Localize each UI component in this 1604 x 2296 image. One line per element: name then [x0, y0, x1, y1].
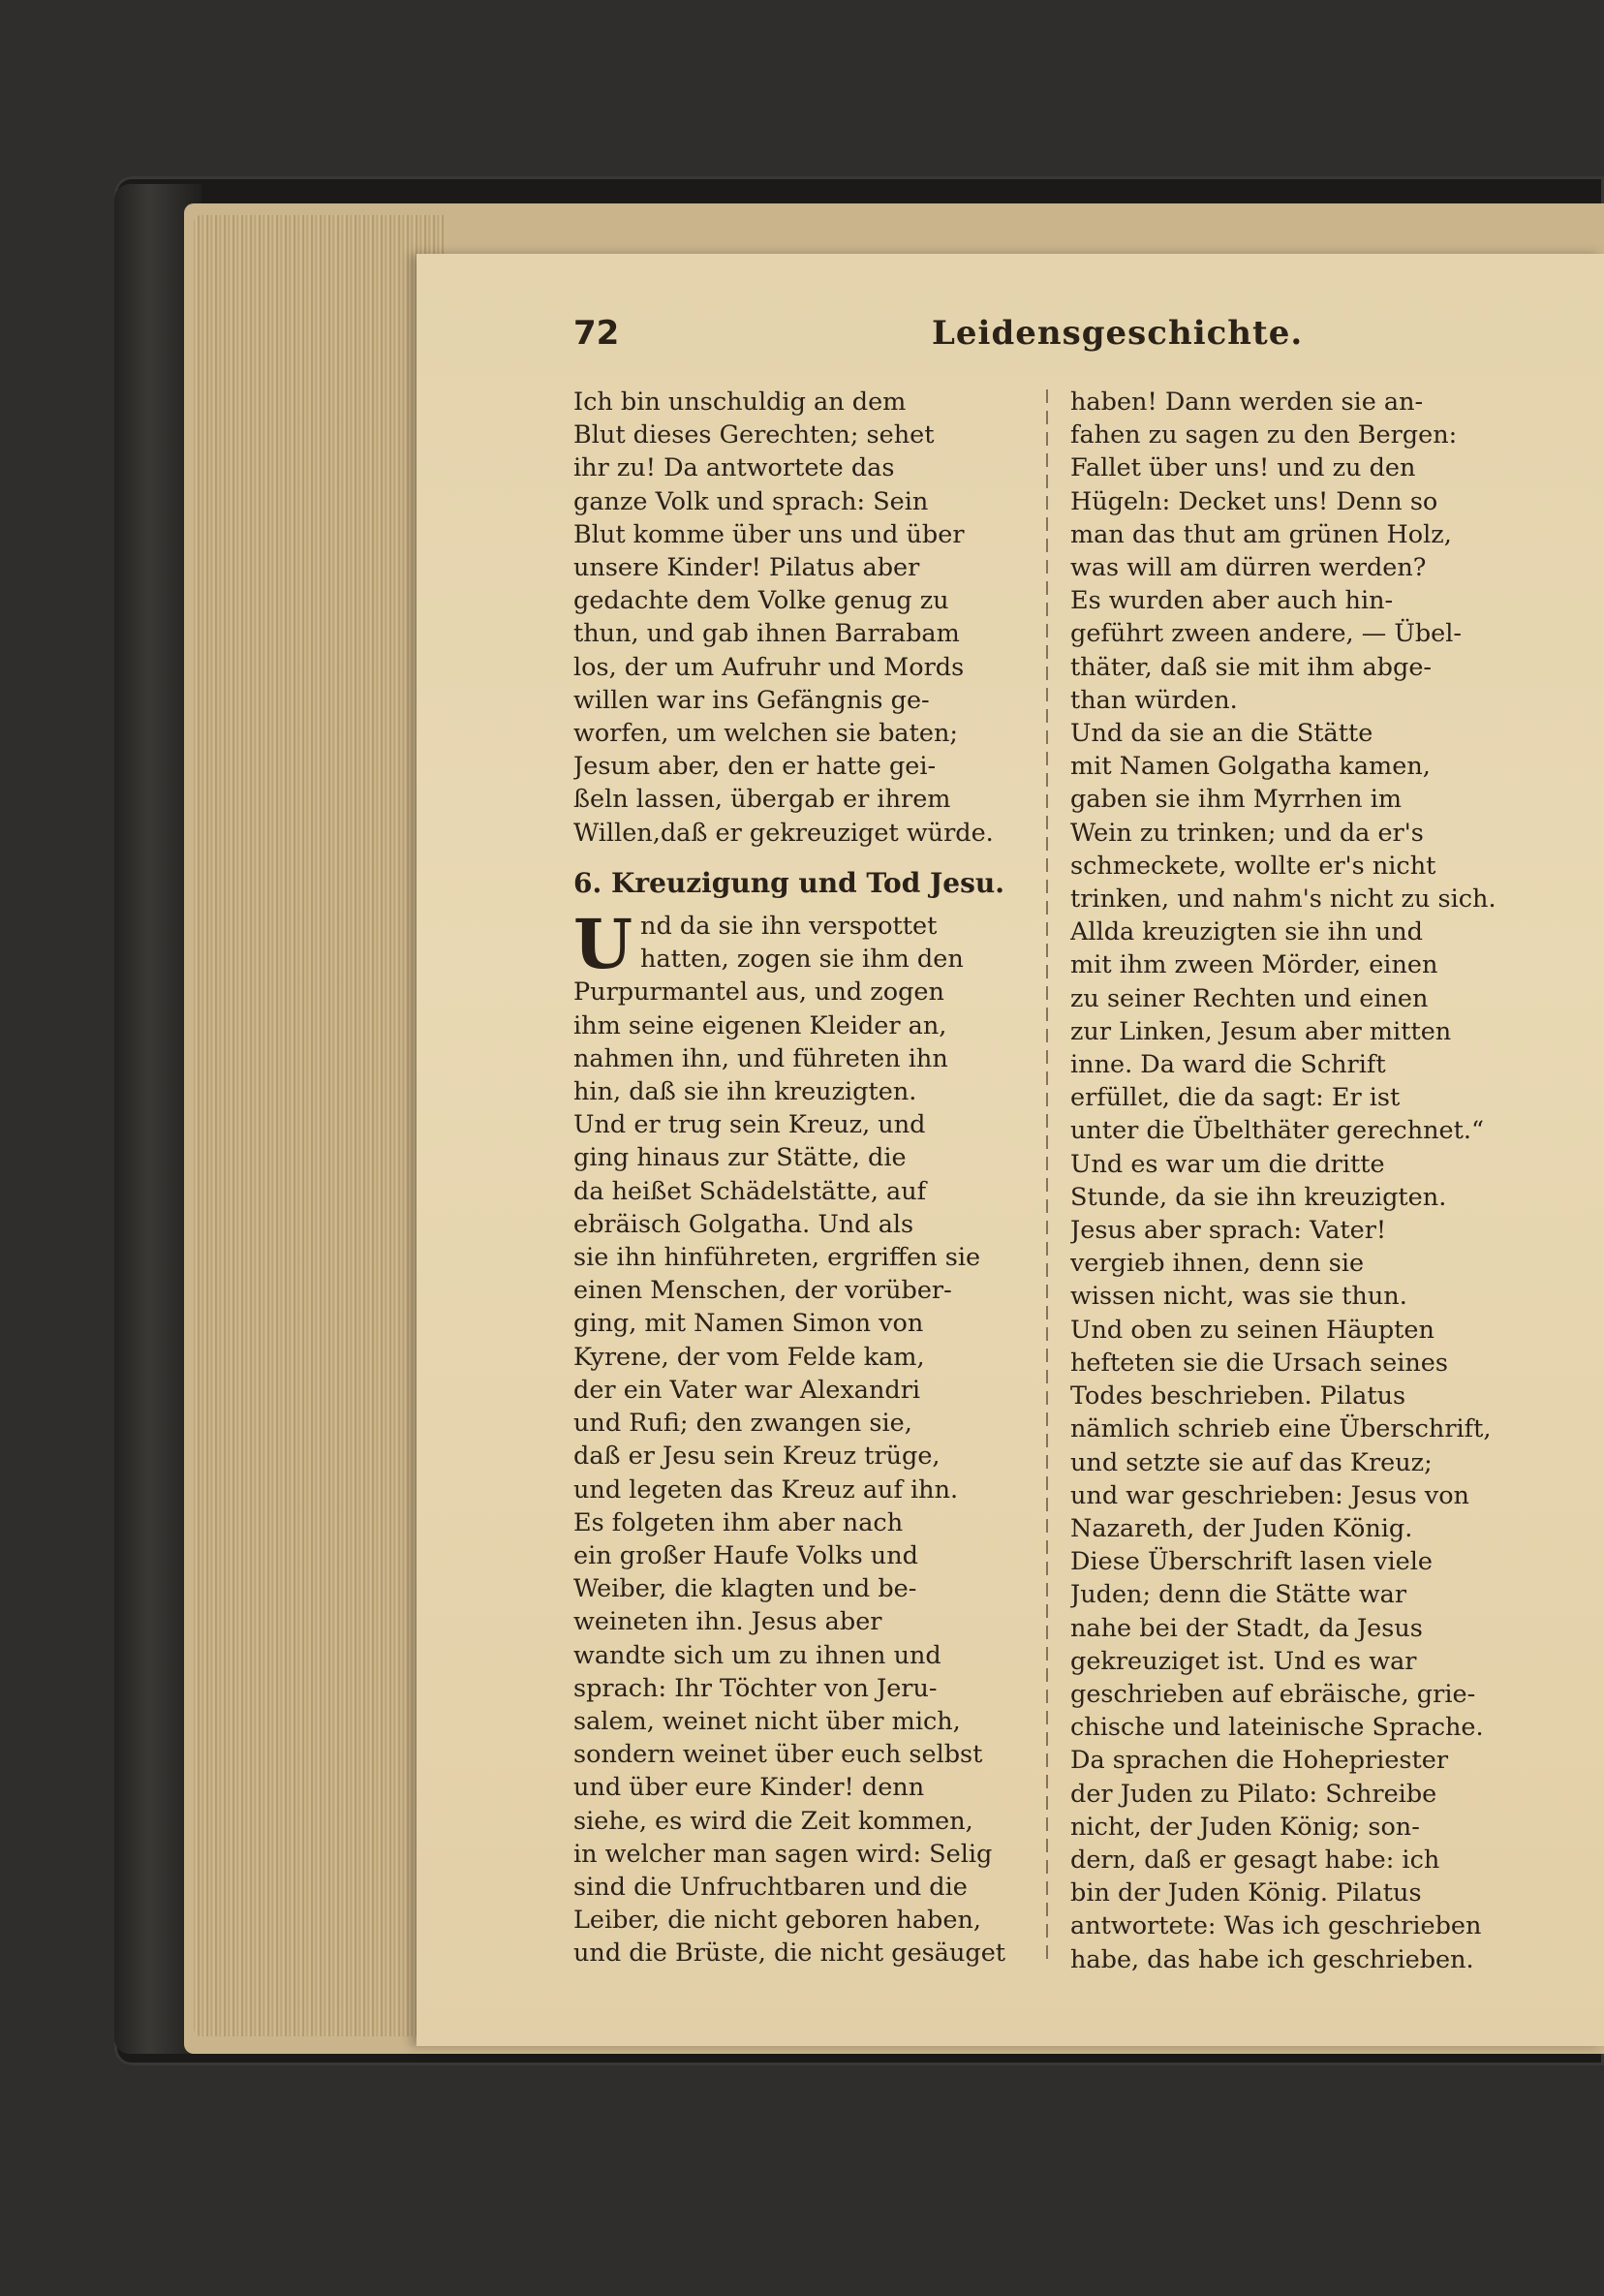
text-line: zu seiner Rechten und einen [1070, 983, 1429, 1013]
text-line: Nazareth, der Juden König. [1070, 1513, 1413, 1543]
text-line: geführt zween andere, — Übel- [1070, 619, 1463, 649]
text-line: Und er trug sein Kreuz, und [573, 1110, 926, 1140]
text-line: einen Menschen, der vorüber- [573, 1276, 952, 1306]
text-line: hatten, zogen sie ihm den [640, 945, 964, 975]
text-line: wissen nicht, was sie thun. [1070, 1282, 1407, 1312]
text-line: was will am dürren werden? [1070, 553, 1427, 583]
section-heading: 6. Kreuzigung und Tod Jesu. [573, 866, 1004, 899]
left-column [573, 386, 1029, 1970]
text-line: erfüllet, die da sagt: Er ist [1070, 1083, 1401, 1113]
text-line: Willen,daß er gekreuziget würde. [573, 818, 994, 848]
text-line: geschrieben auf ebräische, grie- [1070, 1679, 1476, 1709]
right-column-text [1070, 386, 1555, 1976]
text-line: man das thut am grünen Holz, [1070, 519, 1452, 549]
text-line: Allda kreuzigten sie ihn und [1070, 917, 1424, 947]
text-line: salem, weinet nicht über mich, [573, 1706, 961, 1736]
initial-lines [573, 904, 1029, 985]
text-line: Todes beschrieben. Pilatus [1070, 1381, 1406, 1412]
text-line: thäter, daß sie mit ihm abge- [1070, 652, 1433, 682]
text-line: unter die Übelthäter gerechnet.“ [1070, 1116, 1485, 1146]
text-line: Und da sie an die Stätte [1070, 719, 1373, 749]
text-line: und legeten das Kreuz auf ihn. [573, 1474, 959, 1505]
text-line: da heißet Schädelstätte, auf [573, 1176, 927, 1206]
page-number: 72 [573, 314, 620, 353]
page-header [573, 314, 1590, 372]
text-line: Diese Überschrift lasen viele [1070, 1547, 1433, 1577]
left-column-text [573, 386, 1029, 850]
text-line: dern, daß er gesagt habe: ich [1070, 1845, 1440, 1875]
text-line: Blut dieses Gerechten; sehet [573, 420, 935, 450]
text-line: Stunde, da sie ihn kreuzigten. [1070, 1182, 1447, 1212]
text-line: daß er Jesu sein Kreuz trüge, [573, 1442, 941, 1472]
text-line: in welcher man sagen wird: Selig [573, 1839, 993, 1869]
text-line: gedachte dem Volke genug zu [573, 586, 949, 616]
text-line: sie ihn hinführeten, ergriffen sie [573, 1243, 981, 1273]
text-line: Hügeln: Decket uns! Denn so [1070, 486, 1438, 516]
text-line: vergieb ihnen, denn sie [1070, 1249, 1365, 1279]
page-edges [194, 215, 446, 2036]
text-line: ebräisch Golgatha. Und als [573, 1209, 914, 1239]
text-line: zur Linken, Jesum aber mitten [1070, 1016, 1452, 1046]
text-line: than würden. [1070, 685, 1238, 715]
text-line: nahmen ihn, und führeten ihn [573, 1043, 948, 1073]
text-line: gekreuziget ist. Und es war [1070, 1646, 1417, 1676]
text-line: Kyrene, der vom Felde kam, [573, 1342, 925, 1372]
text-line: und setzte sie auf das Kreuz; [1070, 1447, 1433, 1477]
text-line: unsere Kinder! Pilatus aber [573, 553, 920, 583]
text-line: nämlich schrieb eine Überschrift, [1070, 1414, 1492, 1444]
text-line: hefteten sie die Ursach seines [1070, 1348, 1448, 1378]
text-line: Ich bin unschuldig an dem [573, 388, 907, 417]
text-line: siehe, es wird die Zeit kommen, [573, 1806, 973, 1836]
text-line: habe, das habe ich geschrieben. [1070, 1944, 1474, 1974]
text-line: weineten ihn. Jesus aber [573, 1607, 882, 1637]
text-line: Wein zu trinken; und da er's [1070, 818, 1424, 848]
text-line: mit Namen Golgatha kamen, [1070, 752, 1431, 782]
text-line: und Rufi; den zwangen sie, [573, 1409, 912, 1439]
drop-cap-initial: U [573, 904, 633, 985]
text-line: Purpurmantel aus, und zogen [573, 977, 944, 1008]
text-line: nd da sie ihn verspottet [640, 912, 938, 942]
left-column-continued [573, 976, 1029, 1970]
text-line: sprach: Ihr Töchter von Jeru- [573, 1673, 938, 1703]
text-line: Und es war um die dritte [1070, 1149, 1385, 1179]
text-line: chische und lateinische Sprache. [1070, 1713, 1484, 1743]
right-column [1070, 386, 1555, 1976]
text-line: und war geschrieben: Jesus von [1070, 1480, 1469, 1510]
text-line: Juden; denn die Stätte war [1070, 1580, 1407, 1610]
text-line: thun, und gab ihnen Barrabam [573, 619, 960, 649]
text-line: Jesum aber, den er hatte gei- [573, 752, 937, 782]
text-line: Und oben zu seinen Häupten [1070, 1315, 1434, 1345]
text-line: Es folgeten ihm aber nach [573, 1507, 904, 1537]
text-line: gaben sie ihm Myrrhen im [1070, 785, 1403, 815]
text-line: schmeckete, wollte er's nicht [1070, 851, 1436, 881]
text-line: Jesus aber sprach: Vater! [1070, 1216, 1387, 1246]
text-line: inne. Da ward die Schrift [1070, 1050, 1386, 1080]
text-line: bin der Juden König. Pilatus [1070, 1878, 1422, 1908]
text-line: Blut komme über uns und über [573, 519, 965, 549]
text-line: sind die Unfruchtbaren und die [573, 1872, 968, 1902]
text-line: ihm seine eigenen Kleider an, [573, 1010, 947, 1040]
text-line: sondern weinet über euch selbst [573, 1740, 983, 1770]
running-title: Leidensgeschichte. [932, 314, 1304, 353]
initial-paragraph [573, 904, 1029, 985]
column-divider [1046, 389, 1048, 1959]
text-line: ein großer Haufe Volks und [573, 1540, 918, 1570]
text-line: fahen zu sagen zu den Bergen: [1070, 420, 1458, 450]
text-line: ihr zu! Da antwortete das [573, 453, 895, 483]
text-line: los, der um Aufruhr und Mords [573, 652, 965, 682]
text-line: nicht, der Juden König; son- [1070, 1812, 1420, 1842]
text-line: ging, mit Namen Simon von [573, 1309, 924, 1339]
text-line: ging hinaus zur Stätte, die [573, 1143, 907, 1173]
book-page [416, 254, 1604, 2046]
text-line: ßeln lassen, übergab er ihrem [573, 785, 951, 815]
text-line: und über eure Kinder! denn [573, 1773, 925, 1803]
text-line: ganze Volk und sprach: Sein [573, 486, 929, 516]
text-line: Es wurden aber auch hin- [1070, 586, 1394, 616]
text-line: Leiber, die nicht geboren haben, [573, 1906, 981, 1936]
text-line: und die Brüste, die nicht gesäuget [573, 1939, 1006, 1969]
text-line: nahe bei der Stadt, da Jesus [1070, 1613, 1423, 1643]
text-line: Fallet über uns! und zu den [1070, 453, 1416, 483]
text-line: der ein Vater war Alexandri [573, 1375, 921, 1405]
text-line: haben! Dann werden sie an- [1070, 388, 1424, 417]
text-line: wandte sich um zu ihnen und [573, 1640, 941, 1670]
text-line: antwortete: Was ich geschrieben [1070, 1911, 1482, 1941]
text-line: mit ihm zween Mörder, einen [1070, 950, 1438, 980]
text-line: der Juden zu Pilato: Schreibe [1070, 1779, 1437, 1809]
text-line: hin, daß sie ihn kreuzigten. [573, 1077, 917, 1107]
text-line: worfen, um welchen sie baten; [573, 719, 958, 749]
text-line: trinken, und nahm's nicht zu sich. [1070, 884, 1496, 915]
text-line: Da sprachen die Hohepriester [1070, 1746, 1449, 1776]
text-line: Weiber, die klagten und be- [573, 1574, 917, 1604]
text-line: willen war ins Gefängnis ge- [573, 685, 930, 715]
